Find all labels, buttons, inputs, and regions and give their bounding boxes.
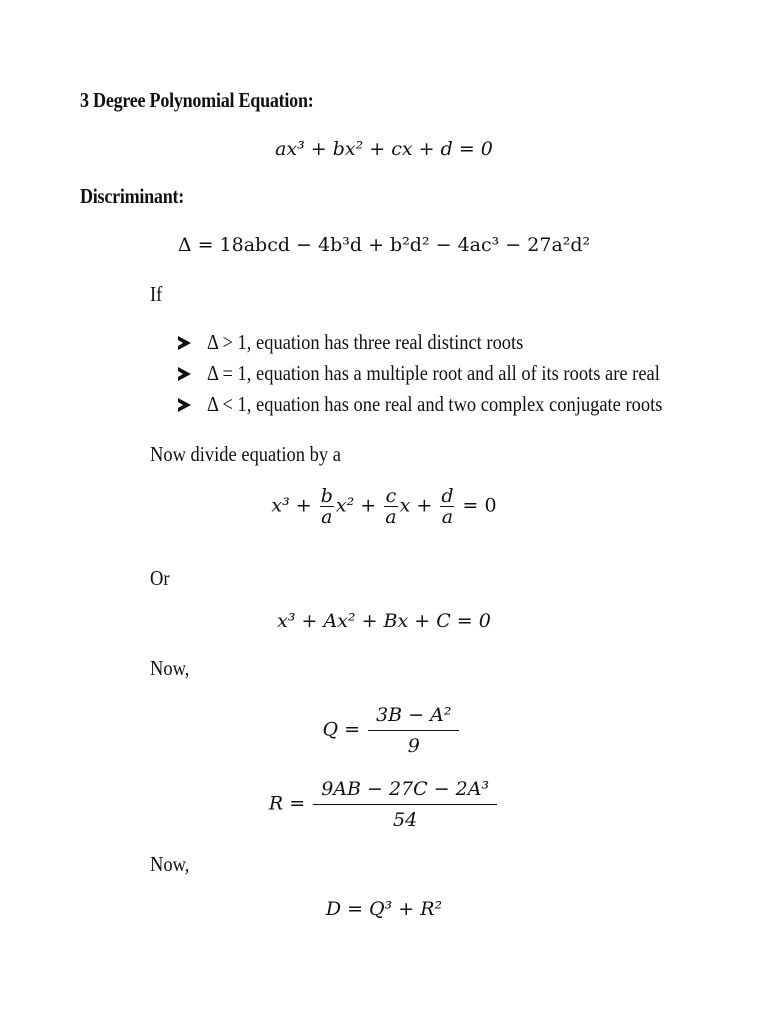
cubic-equation xyxy=(0,138,768,160)
now-label-1: Now, xyxy=(150,656,190,680)
condition-text: Δ = 1, equation has a multiple root and all of its roots are real xyxy=(207,361,660,385)
r-denominator: 54 xyxy=(313,804,497,835)
now-label-2: Now, xyxy=(150,852,190,876)
r-lhs: R = xyxy=(268,792,306,815)
section-heading-discriminant: Discriminant: xyxy=(80,184,184,208)
list-item xyxy=(178,389,725,420)
condition-text: Δ > 1, equation has three real distinct roots xyxy=(207,330,524,354)
r-numerator: 9AB − 27C − 2A³ xyxy=(321,778,490,800)
reduced-equation-text: x³ + Ax² + Bx + C = 0 xyxy=(277,610,491,632)
q-numerator: 3B − A² xyxy=(376,704,452,726)
q-lhs: Q = xyxy=(322,718,361,741)
r-equation xyxy=(0,774,768,835)
d-equation xyxy=(0,898,768,920)
arrow-bullet-icon xyxy=(178,367,191,381)
d-equation-text: D = Q³ + R² xyxy=(325,898,443,920)
list-item xyxy=(178,327,725,358)
divide-instruction: Now divide equation by a xyxy=(150,442,341,466)
condition-text: Δ < 1, equation has one real and two complex conjugate roots xyxy=(207,392,663,416)
or-label: Or xyxy=(150,566,170,590)
list-item xyxy=(178,358,725,389)
cubic-equation-text: ax³ + bx² + cx + d = 0 xyxy=(275,138,493,160)
reduced-equation xyxy=(0,610,768,632)
discriminant-equation xyxy=(0,234,768,256)
arrow-bullet-icon xyxy=(178,398,191,412)
discriminant-equation-text: Δ = 18abcd − 4b³d + b²d² − 4ac³ − 27a²d² xyxy=(177,234,591,256)
q-denominator: 9 xyxy=(368,730,459,761)
condition-list xyxy=(178,327,725,420)
if-label: If xyxy=(150,282,163,306)
normalized-equation: x³ + $\frac{b}{a}$ x² + $\frac{c}{a}$ x + $\frac{d}{a}$ = 0 xyxy=(271,485,497,528)
section-heading-polynomial: 3 Degree Polynomial Equation: xyxy=(80,88,314,112)
q-equation xyxy=(0,700,768,761)
arrow-bullet-icon xyxy=(178,336,191,350)
